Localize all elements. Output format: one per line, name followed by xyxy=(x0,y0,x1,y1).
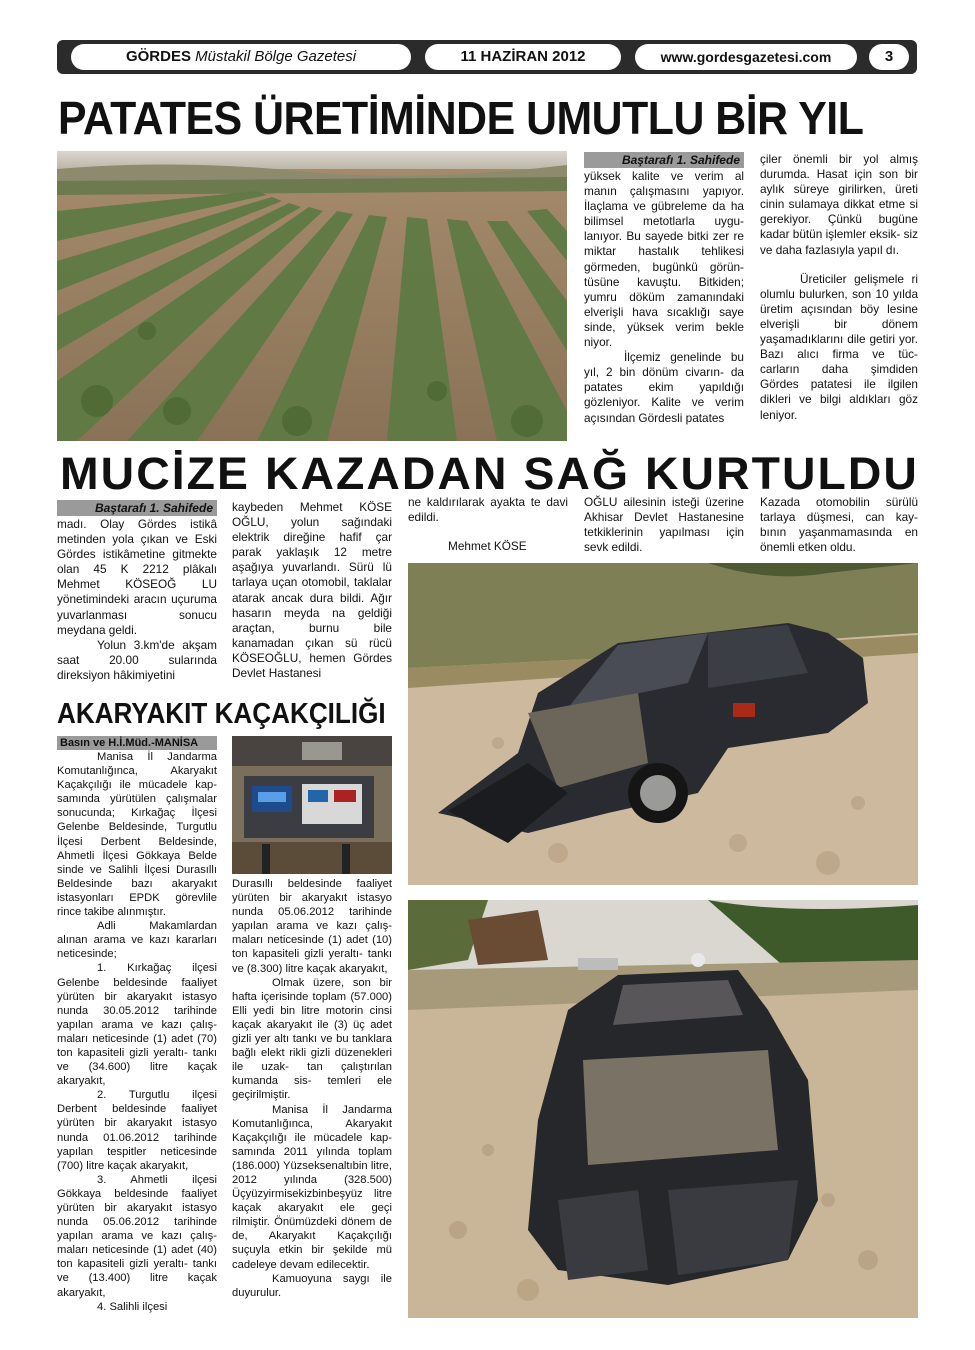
source-tag: Basın ve H.İ.Müd.-MANİSA xyxy=(57,736,217,750)
potato-headline: PATATES ÜRETİMİNDE UMUTLU BİR YIL xyxy=(58,92,864,144)
accident-article-col1: Baştarafı 1. Sahifede madı. Olay Gördes istikâ metinden yola çıkan ve Eski Gördes istikâmetine gitmekte olan 45 K 2212 plâkalı Mehmet KÖSEOĞ LU yönetimindeki aracın uçuruma yuvarlanması sonucu meydana geldi. Yolun 3.km'de akşam saat 20.00 sularında direksiyon hâkimiyetini xyxy=(57,501,217,682)
accident-headline: MUCİZE KAZADAN SAĞ KURTULDU xyxy=(60,448,919,499)
continued-tag: Baştarafı 1. Sahifede xyxy=(57,500,217,516)
accident-article-col2: kaybeden Mehmet KÖSE OĞLU, yolun sağındaki elektrik direğine hafif çar parak yaklaşık 12 metre aşağıya yuvarlandı. Sürü lü tarlaya uçan otomobil, taklalar atarak ancak dura bildi. Ağır hasarın meyda na geldiği araçtan, burnu bile kanamadan çıkan sü rücü KÖSEOĞLU, hemen Gördes Devlet Hastanesi xyxy=(232,500,392,681)
paper-name: GÖRDES Müstakil Bölge Gazetesi xyxy=(71,44,411,70)
page-number: 3 xyxy=(869,44,909,70)
potato-article-col1: Baştarafı 1. Sahifede yüksek kalite ve verim al manın çalışmasını yapıyor. İlaçlama ve gübreleme da ha bilimsel metotlarla uygu- lanıyor. Bu sayede bitki zer re miktar hastalık tehlikesi görmeden, bugünkü görün- tüsüne kavuştu. Bitkiden; yumru döküm zamanındaki elverişli hava sıcaklığı saye sinde, yüksek verim bekle niyor. İlçemiz genelinde bu yıl, 2 bin dönüm civarın- da patates ekim yapıldığı gözleniyor. Kalite ve verim açısından Gördesli patates xyxy=(584,153,744,425)
accident-article-col5: Kazada otomobilin sürülü tarlaya düşmesi, can kay- bının yaşanmamasında en önemli etken oldu. xyxy=(760,495,918,555)
issue-date: 11 HAZİRAN 2012 xyxy=(425,44,621,70)
fuel-article-col1: Basın ve H.İ.Müd.-MANİSA Manisa İl Jandarma Komutanlığınca, Akaryakıt Kaçakçılığı ile mücadele kap- samında yürütülen çalışmalar sonucunda; Kırkağaç İlçesi Gelenbe Beldesinde, Turgutlu İlçesi Derbent Beldesinde, Ahmetli İlçesi Gökkaya Belde sinde ve Salihli İlçesi Durasıllı Beldesinde bazı akaryakıt istasyonları EPDK görevlile rince takibe alınmıştır. Adli Makamlardan alınan arama ve kazı kararları neticesinde; 1. Kırkağaç ilçesi Gelenbe beldesinde faaliyet yürüten bir akaryakıt istasyo nunda 30.05.2012 tarihinde yapılan arama ve kazı çalış- maları neticesinde (1) adet (70) ton kapasiteli gizli yeraltı- tankı ve (34.600) litre kaçak akaryakıt, 2. Turgutlu ilçesi Derbent beldesinde faaliyet yürüten bir akaryakıt istasyo nunda 01.06.2012 tarihinde yapılan tespitler neticesinde (700) litre kaçak akaryakıt, 3. Ahmetli ilçesi Gökkaya beldesinde faaliyet yürüten bir akaryakıt istasyo nunda 05.06.2012 tarihinde yapılan arama ve kazı çalış- maları neticesinde (1) adet (40) ton kapasiteli gizli yeraltı- tankı ve (13.400) litre kaçak akaryakıt, 4. Salihli ilçesi xyxy=(57,737,217,1313)
potato-field-photo xyxy=(57,151,567,441)
crashed-car-photo xyxy=(408,563,918,885)
accident-article-col4: OĞLU ailesinin isteği üzerine Akhisar Devlet Hastanesine tetkiklerinin yapılması için sevk edildi. xyxy=(584,495,744,555)
header-bar xyxy=(57,40,917,74)
accident-article-col3: ne kaldırılarak ayakta te davi edildi. Mehmet KÖSE xyxy=(408,495,568,554)
potato-article-col2: çiler önemli bir yol almış durumda. Hasat için son bir aylık süreye girilirken, üreti cinin sulamaya dikkat etme si gerekiyor. Çünkü bugüne kadar bütün işlemler eksik- siz ve daha fazlasıyla yapıl dı. Üreticiler gelişmele ri olumlu bulurken, son 10 yılda üretim açısından böy lesine elverişli bir dönem yaşamadıklarını dile getiri yor. Bazı alıcı firma ve tüc- carların daha şimdiden Gördes patatesi ile ilgilen dikleri ve bilgi aldıkları göz leniyor. xyxy=(760,152,919,422)
continued-tag: Baştarafı 1. Sahifede xyxy=(584,152,744,168)
fuel-pump-control-photo xyxy=(232,736,392,874)
fuel-article-col2: Durasıllı beldesinde faaliyet yürüten bir akaryakıt istasyo nunda 05.06.2012 tarihinde yapılan arama ve kazı çalış- maları neticesinde (1) adet (10) ton kapasiteli gizli yeraltı- tankı ve (8.300) litre kaçak akaryakıt, Olmak üzere, son bir hafta içerisinde toplam (57.000) Elli yedi bin litre motorin cinsi kaçak akaryakıt ile (3) üç adet gizli yer altı tankı ve bu tanklara bağlı elekt rikli gizli düzenekleri ile uzak- tan çalıştırılan kumanda sis- temleri ele geçirilmiştir. Manisa İl Jandarma Komutanlığınca, Akaryakıt Kaçakçılığı ile mücadele kap- samında 2011 yılında toplam (186.000) Yüzseksenaltıbin litre, 2012 yılında (328.500) Üçyüzyirmisekizbinbeşyüz litre kaçak akaryakıt ele geçi rilmiştir. Önümüzdeki dönem de de, Akaryakıt Kaçakçılığı suçuyla etkin bir şekilde mü cadeleye devam edilecektir. Kamuoyuna saygı ile duyurulur. xyxy=(232,878,392,1299)
fuel-smuggling-headline: AKARYAKIT KAÇAKÇILIĞI xyxy=(57,698,386,730)
crashed-car-front-photo xyxy=(408,900,918,1318)
website-link[interactable]: www.gordesgazetesi.com xyxy=(635,44,857,70)
